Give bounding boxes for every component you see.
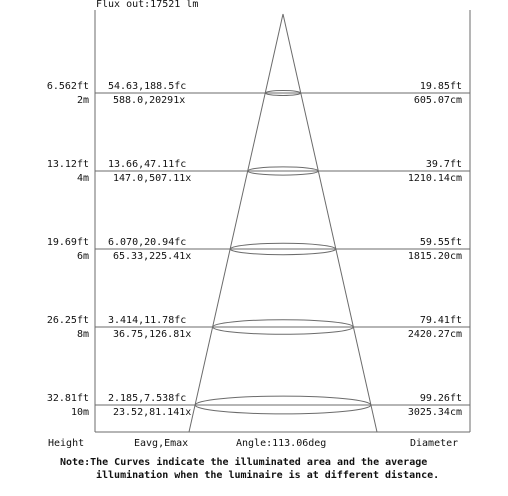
height-m-label: 2m (76, 95, 89, 106)
height-m-label: 8m (76, 329, 89, 340)
note-line-1: Note:The Curves indicate the illuminated area and the average (60, 457, 428, 468)
eavg-lx-label: 588.0,20291x (113, 95, 186, 106)
height-ft-label: 26.25ft (46, 315, 89, 326)
diameter-ft-label: 59.55ft (419, 237, 462, 248)
height-ft-label: 19.69ft (46, 237, 89, 248)
height-ft-label: 13.12ft (46, 159, 89, 170)
beam-left-edge (189, 14, 283, 432)
diameter-ft-label: 79.41ft (419, 315, 462, 326)
eavg-fc-label: 6.070,20.94fc (108, 237, 187, 248)
beam-angle-label: Angle:113.06deg (236, 438, 327, 449)
eavg-lx-label: 36.75,126.81x (113, 329, 192, 340)
diameter-ft-label: 19.85ft (419, 81, 462, 92)
eavg-lx-label: 23.52,81.141x (113, 407, 192, 418)
eavg-lx-label: 147.0,507.11x (113, 173, 192, 184)
eavg-fc-label: 2.185,7.538fc (108, 393, 187, 404)
diameter-cm-label: 605.07cm (413, 95, 462, 106)
eavg-column-header: Eavg,Emax (134, 438, 189, 449)
eavg-lx-label: 65.33,225.41x (113, 251, 192, 262)
height-column-header: Height (48, 438, 85, 449)
diameter-cm-label: 2420.27cm (407, 329, 462, 340)
flux-out-label: Flux out:17521 lm (96, 0, 199, 10)
eavg-fc-label: 54.63,188.5fc (108, 81, 187, 92)
note-line-2: illumination when the luminaire is at different distance. (96, 470, 440, 481)
eavg-fc-label: 3.414,11.78fc (108, 315, 187, 326)
diameter-cm-label: 1815.20cm (407, 251, 462, 262)
height-m-label: 6m (76, 251, 89, 262)
eavg-fc-label: 13.66,47.11fc (108, 159, 187, 170)
height-ft-label: 32.81ft (46, 393, 89, 404)
height-m-label: 10m (70, 407, 89, 418)
diameter-cm-label: 3025.34cm (407, 407, 462, 418)
diameter-cm-label: 1210.14cm (407, 173, 462, 184)
height-m-label: 4m (76, 173, 89, 184)
diameter-ft-label: 39.7ft (425, 159, 462, 170)
height-ft-label: 6.562ft (46, 81, 89, 92)
beam-right-edge (283, 14, 377, 432)
diameter-ft-label: 99.26ft (419, 393, 462, 404)
diameter-column-header: Diameter (410, 438, 459, 449)
